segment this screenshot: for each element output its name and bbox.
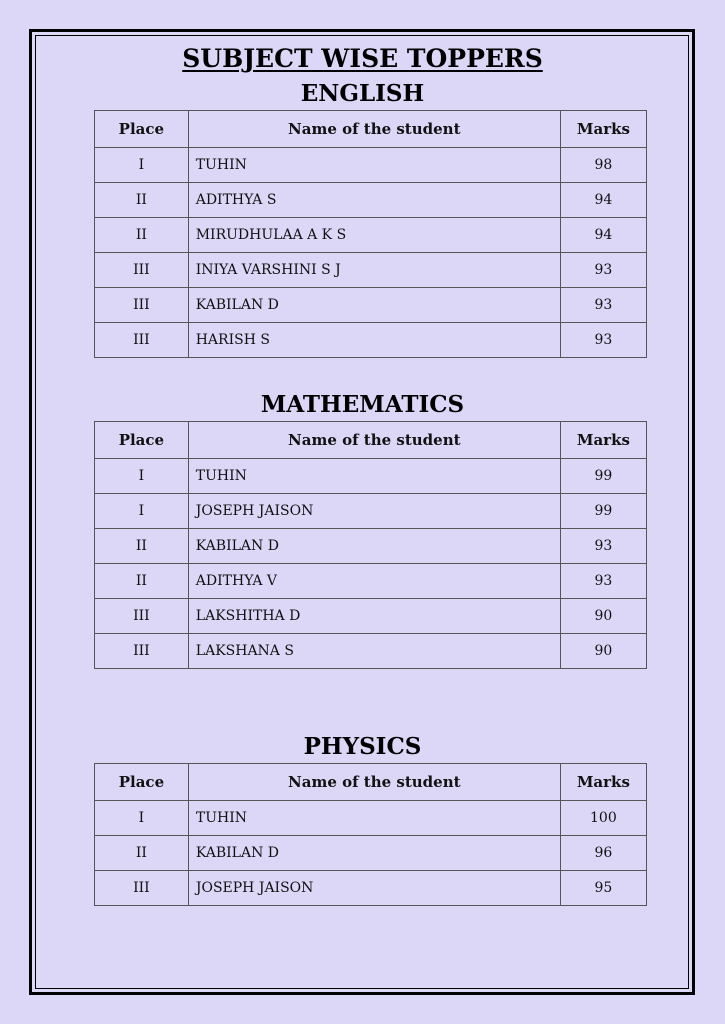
column-header-place: Place	[95, 422, 189, 459]
name-cell: TUHIN	[188, 148, 560, 183]
column-header-name: Name of the student	[188, 422, 560, 459]
table-row	[95, 634, 647, 669]
marks-cell: 93	[560, 253, 646, 288]
column-header-marks: Marks	[560, 764, 646, 801]
name-cell: LAKSHITHA D	[188, 599, 560, 634]
marks-cell: 96	[560, 836, 646, 871]
column-header-name: Name of the student	[188, 111, 560, 148]
place-cell: I	[95, 801, 189, 836]
marks-cell: 93	[560, 323, 646, 358]
table-header-row	[95, 764, 647, 801]
place-cell: I	[95, 459, 189, 494]
place-cell: II	[95, 836, 189, 871]
table-row	[95, 459, 647, 494]
marks-cell: 90	[560, 599, 646, 634]
name-cell: TUHIN	[188, 459, 560, 494]
name-cell: INIYA VARSHINI S J	[188, 253, 560, 288]
place-cell: III	[95, 323, 189, 358]
place-cell: I	[95, 494, 189, 529]
marks-cell: 99	[560, 494, 646, 529]
place-cell: II	[95, 529, 189, 564]
table-row	[95, 529, 647, 564]
table-row	[95, 599, 647, 634]
table-row	[95, 218, 647, 253]
marks-cell: 93	[560, 529, 646, 564]
table-row	[95, 836, 647, 871]
marks-cell: 100	[560, 801, 646, 836]
marks-cell: 94	[560, 218, 646, 253]
table-row	[95, 253, 647, 288]
name-cell: MIRUDHULAA A K S	[188, 218, 560, 253]
table-row	[95, 148, 647, 183]
name-cell: JOSEPH JAISON	[188, 494, 560, 529]
column-header-marks: Marks	[560, 111, 646, 148]
section-title-mathematics: MATHEMATICS	[260, 391, 465, 418]
page-title: SUBJECT WISE TOPPERS	[182, 44, 543, 73]
place-cell: II	[95, 218, 189, 253]
table-row	[95, 871, 647, 906]
table-row	[95, 323, 647, 358]
marks-cell: 95	[560, 871, 646, 906]
name-cell: KABILAN D	[188, 529, 560, 564]
marks-cell: 94	[560, 183, 646, 218]
place-cell: III	[95, 634, 189, 669]
name-cell: ADITHYA S	[188, 183, 560, 218]
marks-cell: 93	[560, 288, 646, 323]
section-title-physics: PHYSICS	[303, 733, 422, 760]
place-cell: II	[95, 183, 189, 218]
place-cell: III	[95, 599, 189, 634]
place-cell: I	[95, 148, 189, 183]
marks-cell: 98	[560, 148, 646, 183]
section-title-english: ENGLISH	[300, 80, 425, 107]
place-cell: II	[95, 564, 189, 599]
place-cell: III	[95, 253, 189, 288]
name-cell: JOSEPH JAISON	[188, 871, 560, 906]
column-header-name: Name of the student	[188, 764, 560, 801]
place-cell: III	[95, 871, 189, 906]
name-cell: KABILAN D	[188, 836, 560, 871]
table-row	[95, 494, 647, 529]
table-header-row	[95, 111, 647, 148]
marks-cell: 90	[560, 634, 646, 669]
name-cell: TUHIN	[188, 801, 560, 836]
name-cell: ADITHYA V	[188, 564, 560, 599]
name-cell: LAKSHANA S	[188, 634, 560, 669]
table-row	[95, 564, 647, 599]
column-header-marks: Marks	[560, 422, 646, 459]
mathematics-table	[94, 421, 647, 669]
table-row	[95, 288, 647, 323]
name-cell: KABILAN D	[188, 288, 560, 323]
table-header-row	[95, 422, 647, 459]
name-cell: HARISH S	[188, 323, 560, 358]
table-row	[95, 183, 647, 218]
place-cell: III	[95, 288, 189, 323]
column-header-place: Place	[95, 111, 189, 148]
english-table	[94, 110, 647, 358]
marks-cell: 99	[560, 459, 646, 494]
physics-table	[94, 763, 647, 906]
column-header-place: Place	[95, 764, 189, 801]
marks-cell: 93	[560, 564, 646, 599]
table-row	[95, 801, 647, 836]
